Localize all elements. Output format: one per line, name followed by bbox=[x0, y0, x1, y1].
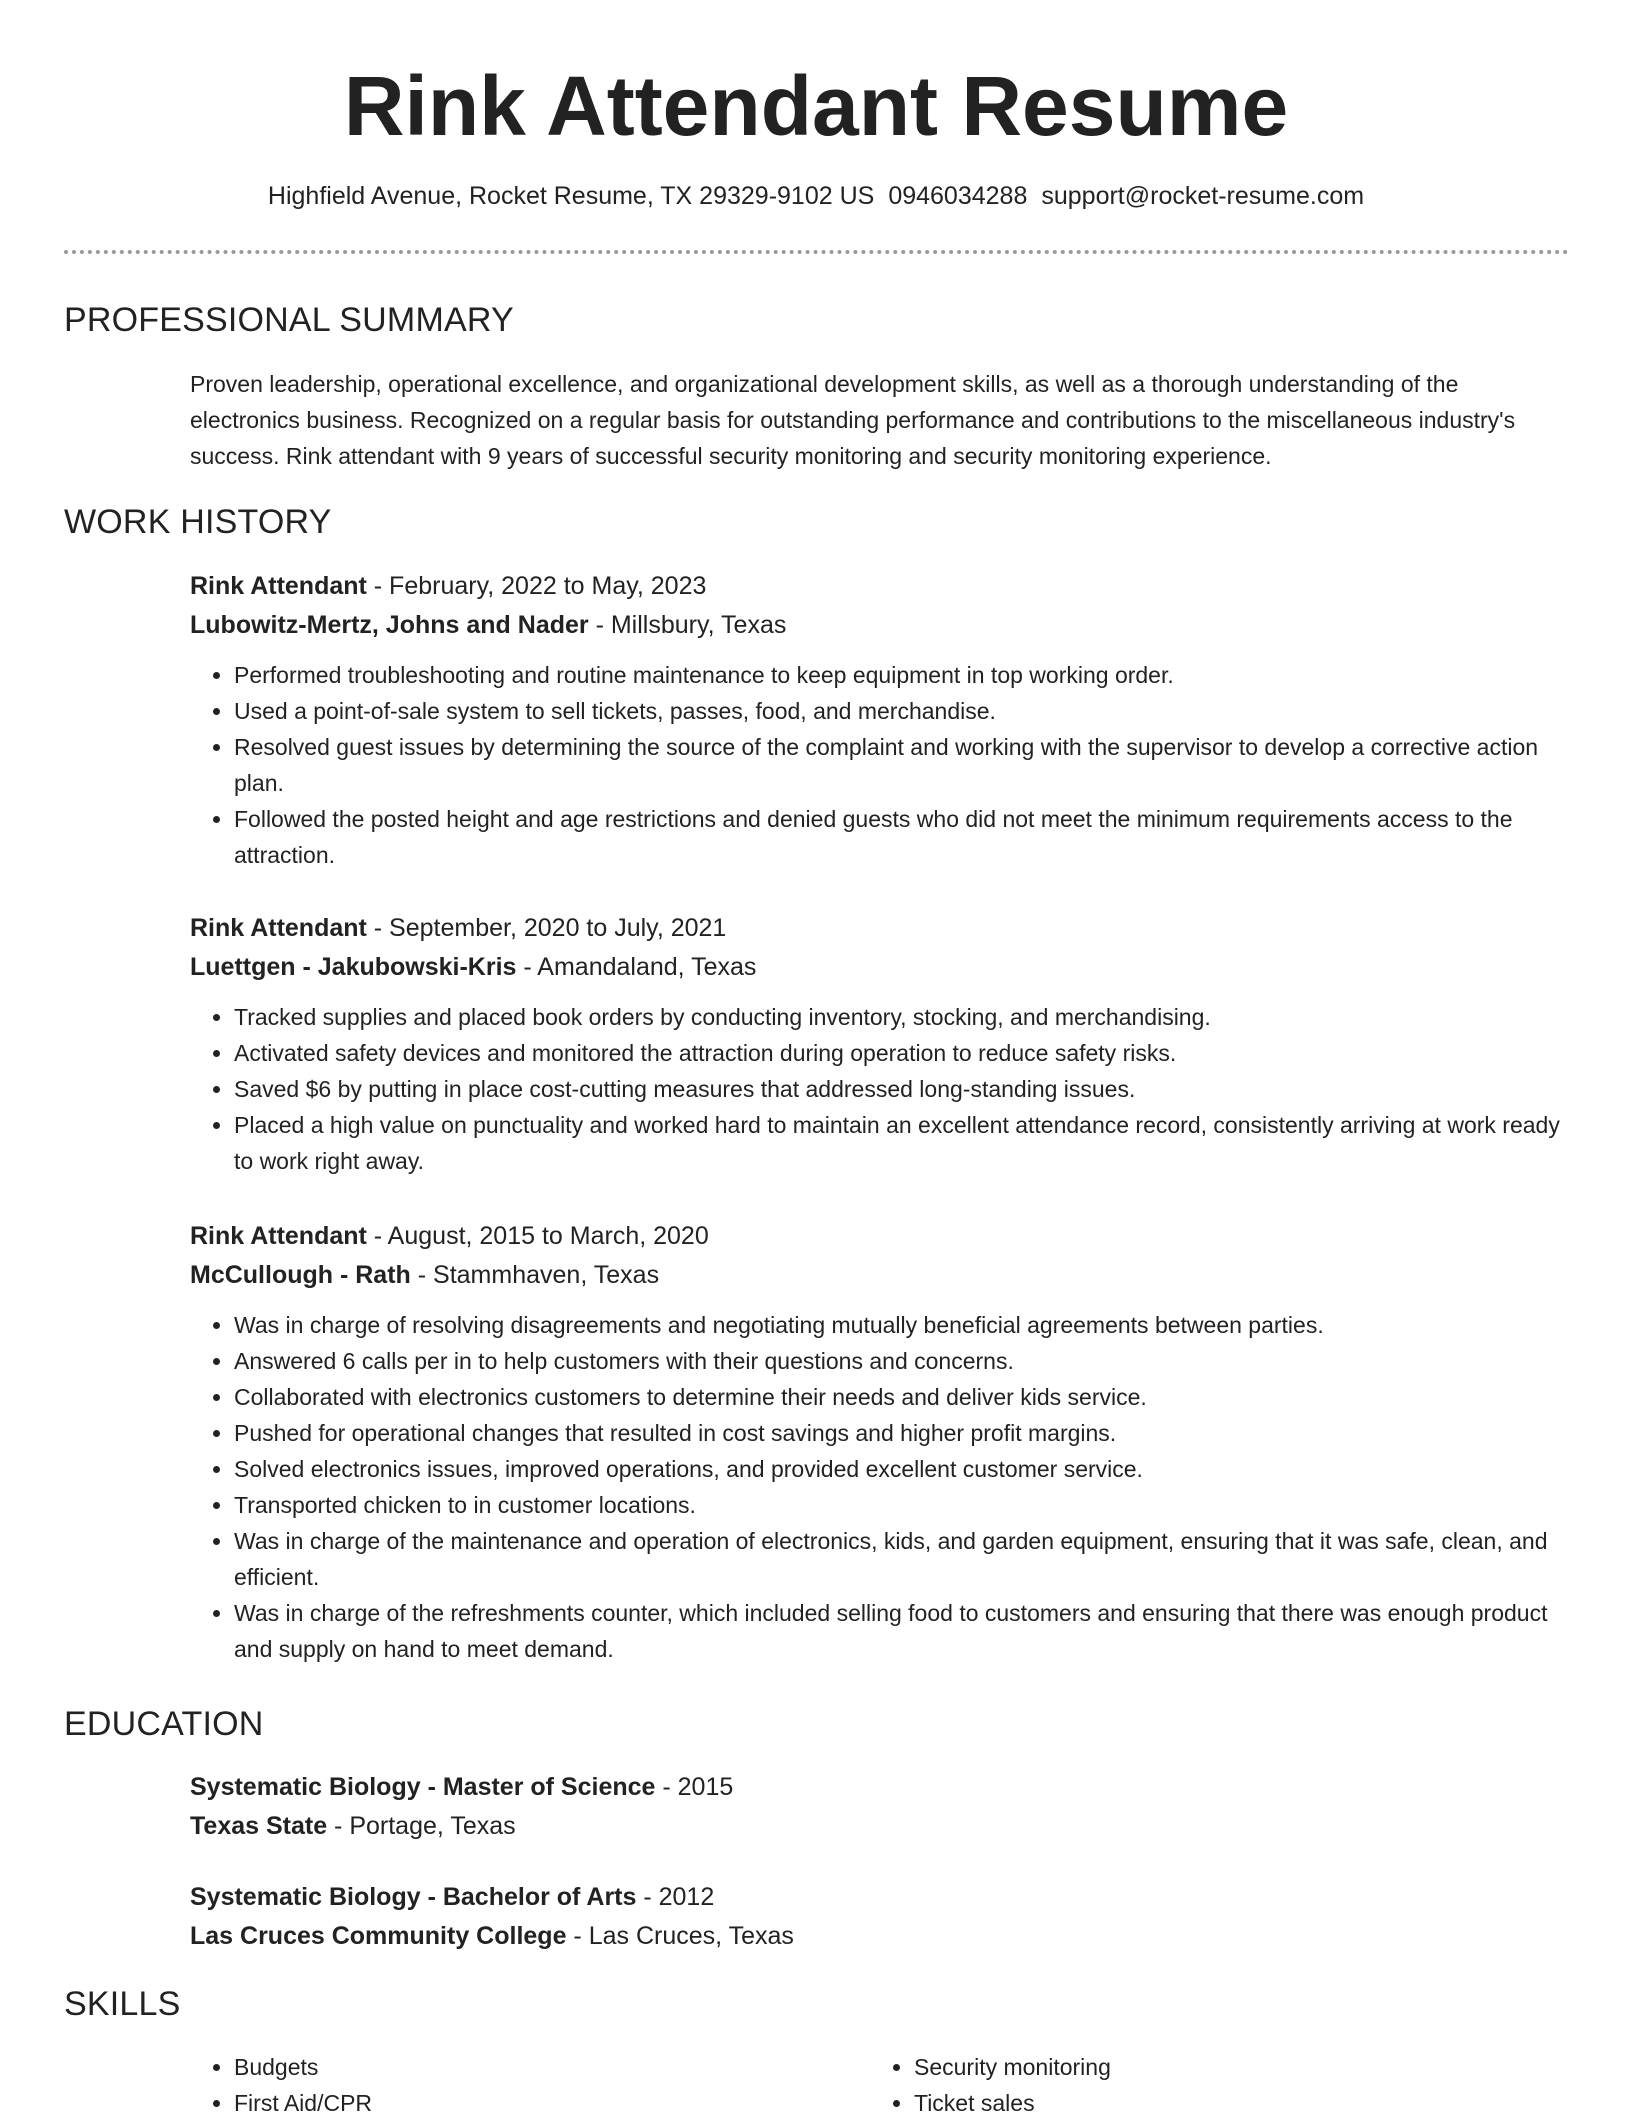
job-duty: • Performed troubleshooting and routine maintenance to keep equipment in top working order. bbox=[234, 657, 1570, 693]
education-entry bbox=[190, 1878, 1570, 1956]
job-title: Rink Attendant bbox=[190, 1222, 367, 1250]
skill-item: • Budgets bbox=[234, 2049, 372, 2085]
job-title-line bbox=[190, 1217, 1570, 1256]
job-dates: - August, 2015 to March, 2020 bbox=[366, 1222, 709, 1250]
job-duty: • Placed a high value on punctuality and worked hard to maintain an excellent attendance record, consistently arriving at work ready to work right away. bbox=[234, 1107, 1570, 1179]
job-duty: • Was in charge of the maintenance and operation of electronics, kids, and garden equipment, ensuring that it was safe, clean, and efficient. bbox=[234, 1523, 1570, 1595]
job-duty: • Was in charge of the refreshments counter, which included selling food to customers and ensuring that there was enough product and supply on hand to meet demand. bbox=[234, 1595, 1570, 1667]
job-duty: • Resolved guest issues by determining the source of the complaint and working with the supervisor to develop a corrective action plan. bbox=[234, 729, 1570, 801]
job-dates: - February, 2022 to May, 2023 bbox=[366, 572, 707, 600]
school: Texas State bbox=[190, 1812, 328, 1840]
skill-item: • First Aid/CPR bbox=[234, 2085, 372, 2112]
skills-heading: SKILLS bbox=[64, 1985, 181, 2023]
contact-line bbox=[0, 178, 1632, 214]
job-duties-list bbox=[190, 657, 1570, 873]
graduation-year: - 2015 bbox=[655, 1773, 734, 1801]
education-heading: EDUCATION bbox=[64, 1705, 264, 1743]
degree-line bbox=[190, 1768, 1570, 1807]
job-entry bbox=[190, 1217, 1570, 1667]
work-history-heading: WORK HISTORY bbox=[64, 503, 332, 541]
job-duty: • Collaborated with electronics customers to determine their needs and deliver kids service. bbox=[234, 1379, 1570, 1415]
education-entry bbox=[190, 1768, 1570, 1846]
job-company-line bbox=[190, 1256, 1570, 1295]
summary-text: Proven leadership, operational excellence, and organizational development skills, as well as a thorough understanding of the electronics business. Recognized on a regular basis for outstanding performance and contributions to the miscellaneous industry's success. Rink attendant with 9 years of successful security monitoring and security monitoring experience. bbox=[190, 371, 1516, 469]
job-duty: • Used a point-of-sale system to sell tickets, passes, food, and merchandise. bbox=[234, 693, 1570, 729]
school-line bbox=[190, 1807, 1570, 1846]
skills-list bbox=[190, 2049, 1570, 2112]
job-company: Luettgen - Jakubowski-Kris bbox=[190, 953, 517, 981]
job-duties-list bbox=[190, 1307, 1570, 1667]
job-company-line bbox=[190, 606, 1570, 645]
skills-column-left bbox=[190, 2049, 372, 2112]
job-duty: • Activated safety devices and monitored the attraction during operation to reduce safety risks. bbox=[234, 1035, 1570, 1071]
job-entry bbox=[190, 909, 1570, 1179]
job-company: Lubowitz-Mertz, Johns and Nader bbox=[190, 611, 589, 639]
header-divider bbox=[64, 250, 1569, 254]
job-location: - Millsbury, Texas bbox=[588, 611, 787, 639]
degree: Systematic Biology - Master of Science bbox=[190, 1773, 656, 1801]
job-duty: • Tracked supplies and placed book orders by conducting inventory, stocking, and merchandising. bbox=[234, 999, 1570, 1035]
school-location: - Las Cruces, Texas bbox=[566, 1922, 794, 1950]
job-duty: • Followed the posted height and age restrictions and denied guests who did not meet the minimum requirements access to the attraction. bbox=[234, 801, 1570, 873]
degree-line bbox=[190, 1878, 1570, 1917]
job-entry bbox=[190, 567, 1570, 873]
skills-column-right bbox=[870, 2049, 1111, 2112]
school-location: - Portage, Texas bbox=[327, 1812, 516, 1840]
job-duty: • Pushed for operational changes that resulted in cost savings and higher profit margins. bbox=[234, 1415, 1570, 1451]
degree: Systematic Biology - Bachelor of Arts bbox=[190, 1883, 637, 1911]
resume-title: Rink Attendant Resume bbox=[343, 59, 1289, 153]
contact-email: support@rocket-resume.com bbox=[1041, 182, 1365, 210]
job-duty: • Saved $6 by putting in place cost-cutting measures that addressed long-standing issues. bbox=[234, 1071, 1570, 1107]
job-duties-list bbox=[190, 999, 1570, 1179]
job-company-line bbox=[190, 948, 1570, 987]
job-duty: • Solved electronics issues, improved operations, and provided excellent customer service. bbox=[234, 1451, 1570, 1487]
job-location: - Amandaland, Texas bbox=[516, 953, 757, 981]
job-duty: • Answered 6 calls per in to help customers with their questions and concerns. bbox=[234, 1343, 1570, 1379]
skill-item: • Ticket sales bbox=[914, 2085, 1111, 2112]
job-duty: • Transported chicken to in customer locations. bbox=[234, 1487, 1570, 1523]
contact-address: Highfield Avenue, Rocket Resume, TX 29329-9102 US bbox=[267, 182, 875, 210]
job-title: Rink Attendant bbox=[190, 914, 367, 942]
school-line bbox=[190, 1917, 1570, 1956]
school: Las Cruces Community College bbox=[190, 1922, 567, 1950]
job-dates: - September, 2020 to July, 2021 bbox=[366, 914, 727, 942]
contact-phone: 0946034288 bbox=[888, 182, 1028, 210]
job-title: Rink Attendant bbox=[190, 572, 367, 600]
job-duty: • Was in charge of resolving disagreements and negotiating mutually beneficial agreements between parties. bbox=[234, 1307, 1570, 1343]
job-company: McCullough - Rath bbox=[190, 1261, 411, 1289]
summary-heading: PROFESSIONAL SUMMARY bbox=[64, 301, 514, 339]
graduation-year: - 2012 bbox=[636, 1883, 715, 1911]
job-location: - Stammhaven, Texas bbox=[410, 1261, 660, 1289]
job-title-line bbox=[190, 567, 1570, 606]
job-title-line bbox=[190, 909, 1570, 948]
skill-item: • Security monitoring bbox=[914, 2049, 1111, 2085]
